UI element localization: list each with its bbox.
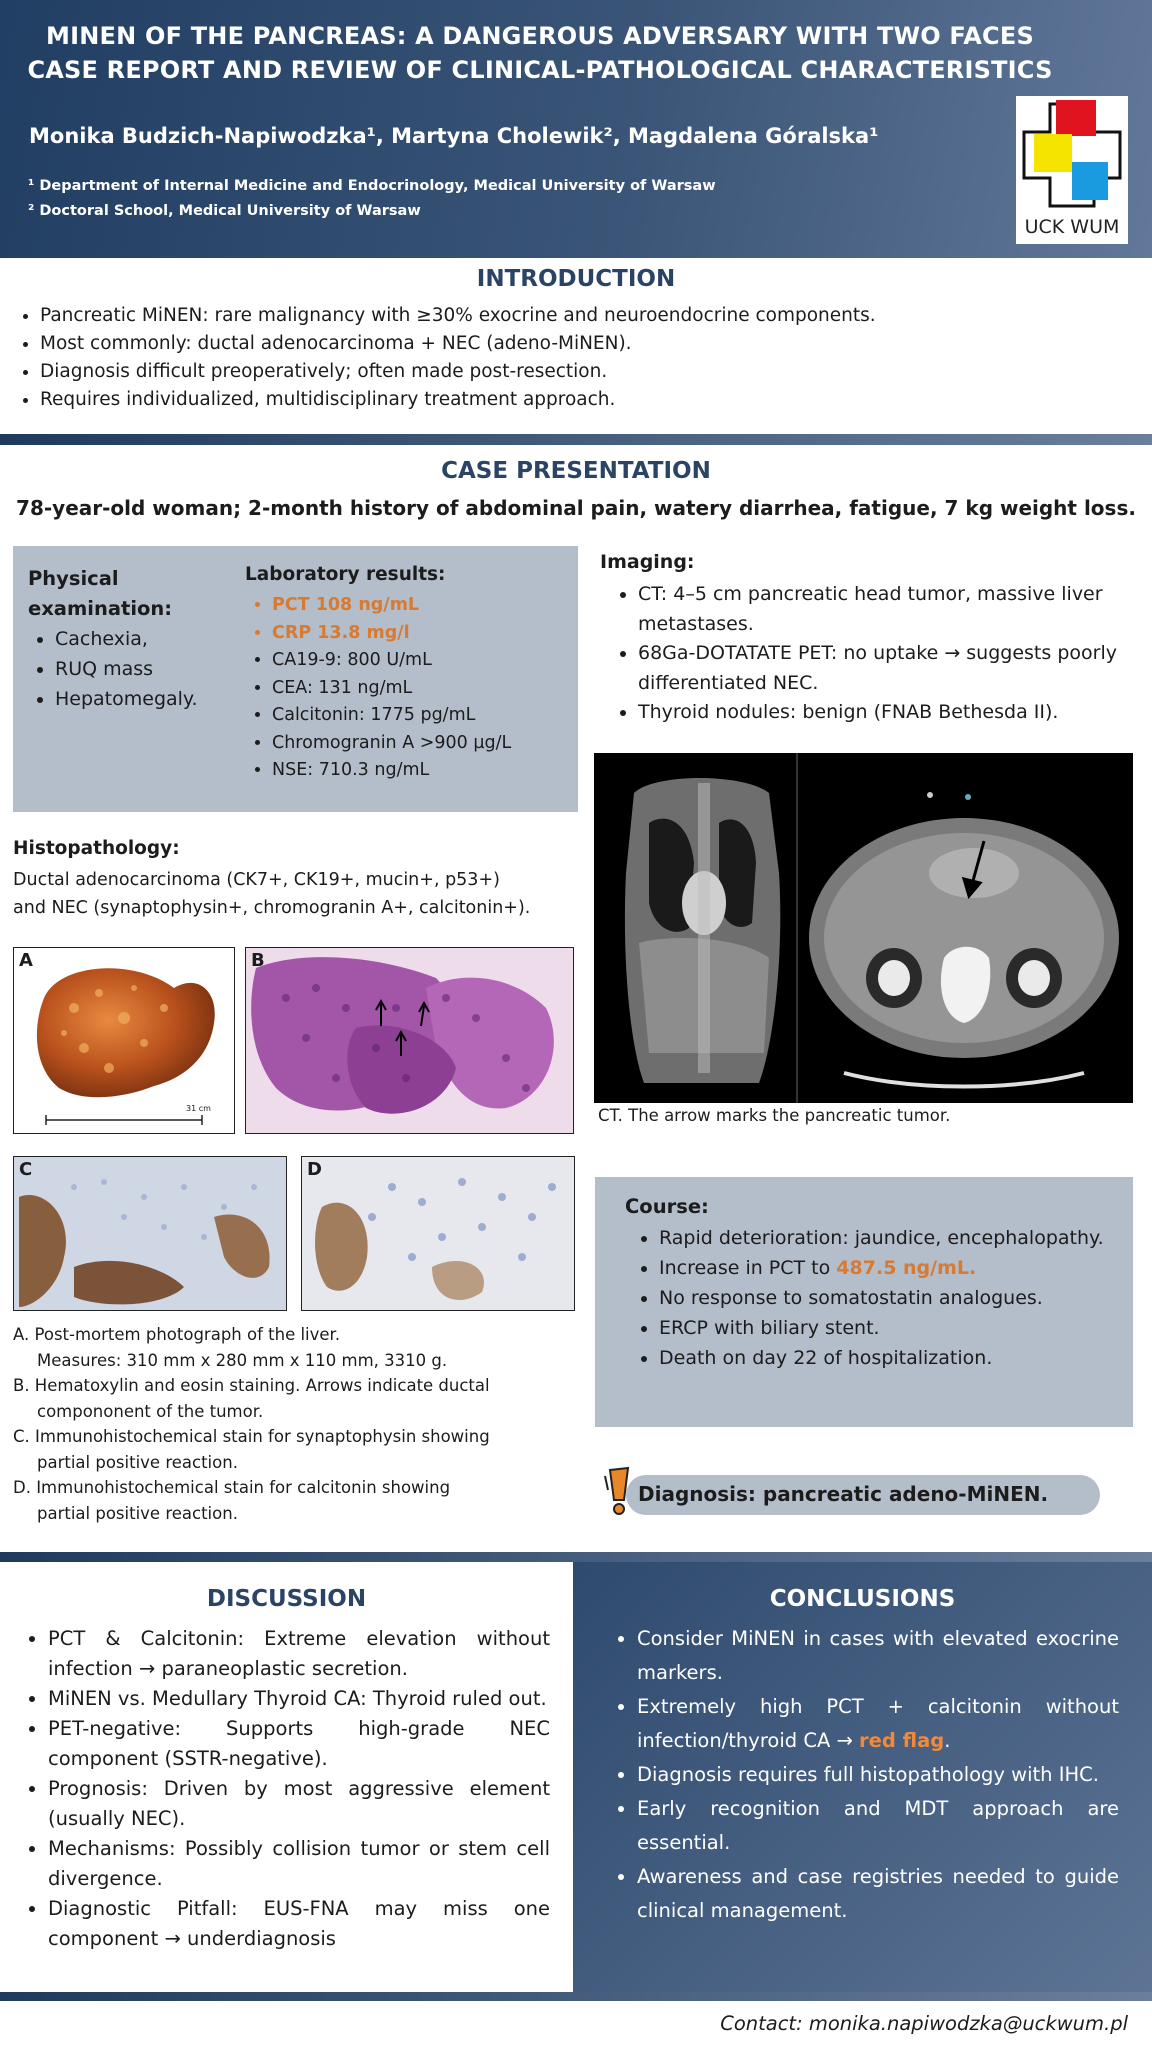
- list-item: • Awareness and case registries needed to guide clinical management.: [637, 1860, 1119, 1928]
- list-item: • ERCP with biliary stent.: [659, 1313, 1129, 1343]
- list-item: • Rapid deterioration: jaundice, encephalopathy.: [659, 1223, 1129, 1253]
- conclusions-list: [611, 1622, 1119, 1928]
- ct-scan-graphic: [594, 753, 1133, 1103]
- list-item: • Chromogranin A >900 µg/L: [272, 730, 511, 758]
- liver-photo-panel-a: [13, 947, 235, 1134]
- calcitonin-panel-d: [301, 1156, 575, 1311]
- imaging-list: [612, 580, 1132, 728]
- list-item: • 68Ga-DOTATATE PET: no uptake → suggests poorly differentiated NEC.: [638, 639, 1132, 698]
- affiliation-2: ² Doctoral School, Medical University of Warsaw: [28, 203, 421, 219]
- section-divider: [0, 1552, 1152, 1562]
- affiliation-1: ¹ Department of Internal Medicine and Endocrinology, Medical University of Warsaw: [28, 178, 716, 194]
- physical-exam-list: [29, 624, 198, 714]
- lab-item-crp: • CRP 13.8 mg/l: [272, 620, 511, 648]
- list-item: • Early recognition and MDT approach are essential.: [637, 1792, 1119, 1860]
- hospital-cross-icon: [1016, 96, 1128, 216]
- section-divider: [0, 434, 1152, 445]
- poster-title-line-2: CASE REPORT AND REVIEW OF CLINICAL-PATHOLOGICAL CHARACTERISTICS: [27, 56, 1053, 84]
- course-box: [595, 1177, 1133, 1427]
- panel-label-d: D: [307, 1159, 322, 1180]
- conclusions-title: CONCLUSIONS: [769, 1586, 956, 1612]
- list-item: • Extremely high PCT + calcitonin without infection/thyroid CA → red flag.: [637, 1690, 1119, 1758]
- list-item: • PET-negative: Supports high-grade NEC component (SSTR-negative).: [48, 1714, 550, 1774]
- list-item: • Death on day 22 of hospitalization.: [659, 1343, 1129, 1373]
- poster-title-line-1: MINEN OF THE PANCREAS: A DANGEROUS ADVERSARY WITH TWO FACES: [46, 22, 1034, 50]
- imaging-title: Imaging:: [600, 551, 695, 573]
- list-item: • Pancreatic MiNEN: rare malignancy with ≥30% exocrine and neuroendocrine components.: [40, 302, 1124, 330]
- list-item: • Most commonly: ductal adenocarcinoma + NEC (adeno-MiNEN).: [40, 330, 1124, 358]
- ct-caption: CT. The arrow marks the pancreatic tumor.: [598, 1106, 951, 1125]
- panel-label-b: B: [251, 950, 265, 971]
- synaptophysin-panel-c: [13, 1156, 287, 1311]
- discussion-title: DISCUSSION: [206, 1586, 367, 1612]
- list-item: • CA19-9: 800 U/mL: [272, 647, 511, 675]
- scale-label: 31 cm: [186, 1104, 211, 1113]
- list-item: • Prognosis: Driven by most aggressive element (usually NEC).: [48, 1774, 550, 1834]
- lab-item-pct: • PCT 108 ng/mL: [272, 592, 511, 620]
- introduction-list: [14, 302, 1124, 414]
- list-item: • Thyroid nodules: benign (FNAB Bethesda II).: [638, 698, 1132, 728]
- uck-wum-logo: [1016, 96, 1128, 244]
- calcitonin-image: [302, 1157, 574, 1310]
- synaptophysin-image: [14, 1157, 286, 1310]
- list-item: • Hepatomegaly.: [55, 684, 198, 714]
- figure-legend: A. Post-mortem photograph of the liver. Measures: 310 mm x 280 mm x 110 mm, 3310 g. B. Hematoxylin and eosin staining. Arrows indicate ductal compononent of the tumor. C. Immunohistochemical stain for synaptophysin showing partial positive reaction. D. Immunohistochemical stain for calcitonin showing partial positive reaction.: [13, 1325, 490, 1523]
- authors: Monika Budzich-Napiwodzka¹, Martyna Cholewik², Magdalena Góralska¹: [29, 124, 879, 148]
- list-item: • Increase in PCT to 487.5 ng/mL.: [659, 1253, 1129, 1283]
- contact-email[interactable]: Contact: monika.napiwodzka@uckwum.pl: [720, 2012, 1128, 2035]
- discussion-list: [22, 1624, 550, 1954]
- list-item: • CT: 4–5 cm pancreatic head tumor, massive liver metastases.: [638, 580, 1132, 639]
- physical-exam-title: Physical examination:: [28, 567, 173, 620]
- list-item: • CEA: 131 ng/mL: [272, 675, 511, 703]
- list-item: • MiNEN vs. Medullary Thyroid CA: Thyroid ruled out.: [48, 1684, 550, 1714]
- logo-text: UCK WUM: [1024, 216, 1120, 238]
- diagnosis-text: Diagnosis: pancreatic adeno-MiNEN.: [638, 1482, 1049, 1506]
- course-title: Course:: [625, 1195, 709, 1218]
- course-list: [633, 1223, 1129, 1373]
- list-item: • Diagnostic Pitfall: EUS-FNA may miss one component → underdiagnosis: [48, 1894, 550, 1954]
- list-item: • Cachexia,: [55, 624, 198, 654]
- ct-scan-image: [594, 753, 1133, 1103]
- he-stain-image: [246, 948, 573, 1133]
- list-item: • Diagnosis difficult preoperatively; often made post-resection.: [40, 358, 1124, 386]
- list-item: • RUQ mass: [55, 654, 198, 684]
- histopathology-title: Histopathology:: [13, 838, 180, 859]
- he-stain-panel-b: [245, 947, 574, 1134]
- panel-label-c: C: [19, 1159, 33, 1180]
- list-item: • NSE: 710.3 ng/mL: [272, 757, 511, 785]
- pct-value: 487.5 ng/mL.: [836, 1257, 977, 1279]
- histopathology-text: Ductal adenocarcinoma (CK7+, CK19+, mucin+, p53+) and NEC (synaptophysin+, chromogranin A+, calcitonin+).: [13, 870, 531, 918]
- exam-lab-box: [13, 546, 578, 812]
- exclamation-icon: [602, 1466, 636, 1516]
- list-item: • Diagnosis requires full histopathology with IHC.: [637, 1758, 1119, 1792]
- introduction-title: INTRODUCTION: [476, 266, 676, 292]
- case-presentation-title: CASE PRESENTATION: [441, 458, 711, 484]
- list-item: • PCT & Calcitonin: Extreme elevation without infection → paraneoplastic secretion.: [48, 1624, 550, 1684]
- panel-label-a: A: [19, 950, 33, 971]
- list-item: • Requires individualized, multidisciplinary treatment approach.: [40, 386, 1124, 414]
- lab-results-list: [246, 592, 511, 785]
- lab-results-title: Laboratory results:: [245, 564, 446, 585]
- conclusions-panel: [573, 1562, 1152, 1992]
- case-summary: 78-year-old woman; 2-month history of abdominal pain, watery diarrhea, fatigue, 7 kg weight loss.: [16, 496, 1136, 520]
- list-item: • Mechanisms: Possibly collision tumor or stem cell divergence.: [48, 1834, 550, 1894]
- list-item: • No response to somatostatin analogues.: [659, 1283, 1129, 1313]
- list-item: • Calcitonin: 1775 pg/mL: [272, 702, 511, 730]
- section-divider: [0, 1992, 1152, 2001]
- list-item: • Consider MiNEN in cases with elevated exocrine markers.: [637, 1622, 1119, 1690]
- red-flag-text: red flag: [859, 1729, 945, 1752]
